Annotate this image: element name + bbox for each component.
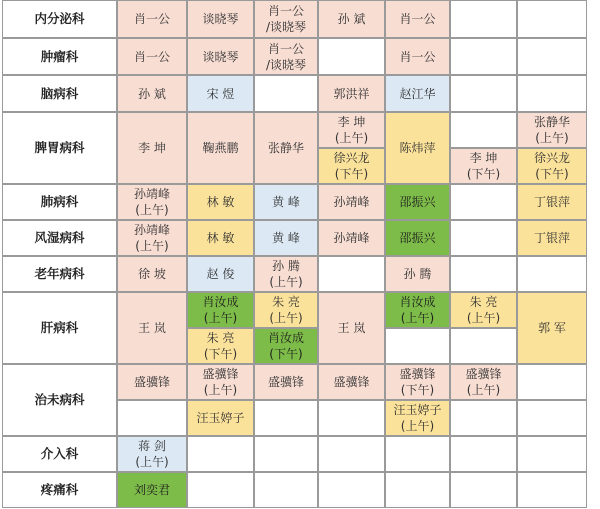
schedule-cell: 丁银萍 — [517, 220, 587, 256]
schedule-cell: 肖汝成 (上午) — [187, 292, 254, 328]
schedule-cell: 张静华 (上午) — [517, 112, 587, 148]
dept-label: 治未病科 — [2, 364, 117, 436]
schedule-cell-empty — [517, 400, 587, 436]
dept-label: 肺病科 — [2, 184, 117, 220]
schedule-cell: 林 敏 — [187, 220, 254, 256]
schedule-cell: 朱 亮 (上午) — [254, 292, 318, 328]
schedule-cell: 郭洪祥 — [318, 75, 385, 112]
schedule-cell: 肖一公 /谈晓琴 — [254, 0, 318, 38]
schedule-cell: 李 坤 (下午) — [450, 148, 517, 184]
schedule-cell: 宋 煜 — [187, 75, 254, 112]
schedule-cell-empty — [517, 256, 587, 292]
schedule-cell: 丁银萍 — [517, 184, 587, 220]
schedule-cell: 盛骥锋 — [318, 364, 385, 400]
schedule-cell-empty — [450, 38, 517, 75]
schedule-cell-empty — [517, 364, 587, 400]
schedule-cell-empty — [450, 436, 517, 472]
schedule-cell: 王 岚 — [117, 292, 187, 364]
schedule-cell: 朱 亮 (上午) — [450, 292, 517, 328]
schedule-cell-empty — [187, 436, 254, 472]
schedule-cell: 林 敏 — [187, 184, 254, 220]
schedule-cell-empty — [450, 220, 517, 256]
schedule-cell: 陈炜萍 — [385, 112, 450, 184]
schedule-cell-empty — [517, 0, 587, 38]
schedule-cell: 孙靖峰 (上午) — [117, 184, 187, 220]
schedule-cell-empty — [318, 436, 385, 472]
schedule-cell: 汪玉婷子 — [187, 400, 254, 436]
schedule-cell-empty — [318, 400, 385, 436]
schedule-cell-empty — [254, 75, 318, 112]
dept-label: 脾胃病科 — [2, 112, 117, 184]
schedule-cell: 肖汝成 (上午) — [385, 292, 450, 328]
schedule-cell-empty — [385, 328, 450, 364]
schedule-cell: 邵振兴 — [385, 184, 450, 220]
schedule-cell: 孙 腾 — [385, 256, 450, 292]
schedule-cell: 肖一公 — [385, 38, 450, 75]
schedule-cell: 谈晓琴 — [187, 0, 254, 38]
schedule-cell-empty — [318, 256, 385, 292]
schedule-cell: 肖一公 — [117, 0, 187, 38]
dept-label: 内分泌科 — [2, 0, 117, 38]
schedule-cell: 李 坤 (上午) — [318, 112, 385, 148]
schedule-cell-empty — [450, 472, 517, 508]
schedule-cell-empty — [318, 472, 385, 508]
schedule-cell-empty — [450, 184, 517, 220]
schedule-cell: 盛骥锋 — [254, 364, 318, 400]
schedule-cell-empty — [450, 112, 517, 148]
schedule-cell-empty — [254, 436, 318, 472]
schedule-cell: 孙靖峰 — [318, 184, 385, 220]
dept-label: 脑病科 — [2, 75, 117, 112]
schedule-cell: 盛骥锋 (上午) — [187, 364, 254, 400]
schedule-cell: 黄 峰 — [254, 184, 318, 220]
schedule-cell: 徐 坡 — [117, 256, 187, 292]
schedule-cell: 徐兴龙 (下午) — [318, 148, 385, 184]
dept-label: 肝病科 — [2, 292, 117, 364]
schedule-cell-empty — [517, 436, 587, 472]
schedule-cell: 鞠燕鹏 — [187, 112, 254, 184]
schedule-cell-empty — [517, 75, 587, 112]
schedule-cell-empty — [517, 38, 587, 75]
schedule-cell-empty — [450, 75, 517, 112]
schedule-cell: 李 坤 — [117, 112, 187, 184]
schedule-cell-empty — [385, 436, 450, 472]
schedule-cell: 刘奕君 — [117, 472, 187, 508]
dept-label: 风湿病科 — [2, 220, 117, 256]
schedule-cell: 王 岚 — [318, 292, 385, 364]
schedule-cell: 赵 俊 — [187, 256, 254, 292]
schedule-cell-empty — [450, 256, 517, 292]
schedule-cell: 张静华 — [254, 112, 318, 184]
schedule-cell: 孙 斌 — [318, 0, 385, 38]
schedule-cell: 肖一公 — [117, 38, 187, 75]
schedule-cell: 孙 斌 — [117, 75, 187, 112]
dept-label: 老年病科 — [2, 256, 117, 292]
schedule-cell-empty — [117, 400, 187, 436]
dept-label: 介入科 — [2, 436, 117, 472]
schedule-cell: 肖一公 — [385, 0, 450, 38]
dept-label: 疼痛科 — [2, 472, 117, 508]
schedule-cell-empty — [450, 0, 517, 38]
schedule-cell: 孙靖峰 — [318, 220, 385, 256]
schedule-cell-empty — [385, 472, 450, 508]
schedule-cell-empty — [187, 472, 254, 508]
schedule-cell: 盛骥锋 (上午) — [450, 364, 517, 400]
schedule-cell: 肖一公 /谈晓琴 — [254, 38, 318, 75]
schedule-cell: 黄 峰 — [254, 220, 318, 256]
schedule-cell-empty — [318, 38, 385, 75]
schedule-cell: 肖汝成 (下午) — [254, 328, 318, 364]
schedule-cell-empty — [450, 400, 517, 436]
schedule-cell: 朱 亮 (下午) — [187, 328, 254, 364]
schedule-cell: 徐兴龙 (下午) — [517, 148, 587, 184]
schedule-cell: 蒋 剑 (上午) — [117, 436, 187, 472]
schedule-cell: 盛骥锋 (下午) — [385, 364, 450, 400]
schedule-cell-empty — [517, 472, 587, 508]
schedule-cell: 汪玉婷子 (上午) — [385, 400, 450, 436]
schedule-cell: 孙靖峰 (上午) — [117, 220, 187, 256]
schedule-cell: 谈晓琴 — [187, 38, 254, 75]
dept-label: 肿瘤科 — [2, 38, 117, 75]
schedule-cell: 赵江华 — [385, 75, 450, 112]
schedule-cell-empty — [450, 328, 517, 364]
schedule-cell: 邵振兴 — [385, 220, 450, 256]
schedule-cell-empty — [254, 472, 318, 508]
schedule-cell: 孙 腾 (上午) — [254, 256, 318, 292]
schedule-cell: 盛骥锋 — [117, 364, 187, 400]
schedule-cell-empty — [254, 400, 318, 436]
schedule-cell: 郭 军 — [517, 292, 587, 364]
